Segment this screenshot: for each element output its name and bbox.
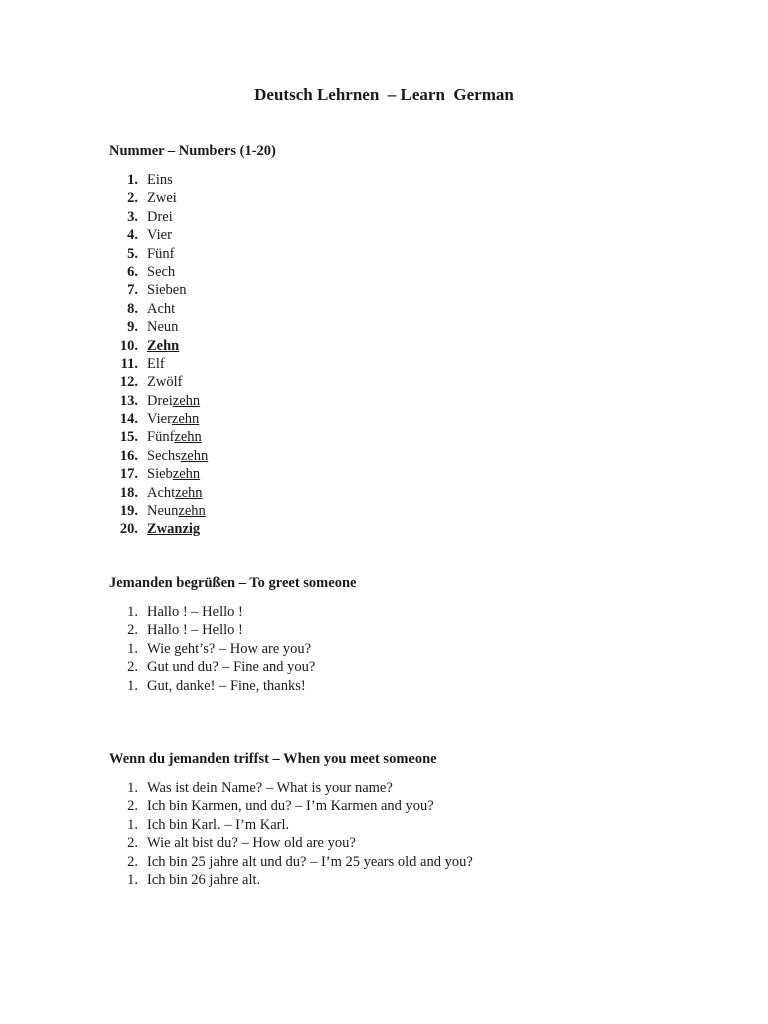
list-item-word: Sieb	[147, 466, 173, 483]
list-item	[109, 621, 315, 639]
list-item-number: 8.	[127, 300, 138, 317]
list-item	[109, 410, 208, 428]
list-item-number: 1.	[127, 604, 138, 620]
list-item-suffix: zehn	[175, 484, 203, 501]
list-item	[109, 355, 208, 373]
list-item-text: Was ist dein Name? – What is your name?	[147, 780, 393, 796]
list-item	[109, 263, 208, 281]
list-item-number: 18.	[119, 484, 138, 501]
list-item-word: Fünf	[147, 429, 175, 446]
list-item-number: 1.	[127, 816, 138, 833]
list-item	[109, 871, 473, 889]
list-item-number: 2.	[127, 835, 138, 852]
list-item-word: Neun	[147, 319, 179, 336]
list-item-text: Ich bin Karl. – I’m Karl.	[147, 816, 290, 833]
list-item-number: 16.	[119, 447, 138, 464]
list-item	[109, 226, 208, 244]
list-item-number: 13.	[119, 392, 138, 409]
list-item-number: 10.	[119, 337, 138, 354]
list-item-number: 2.	[127, 190, 138, 207]
list-item-number: 12.	[119, 374, 138, 391]
list-item-word: Vier	[147, 411, 172, 428]
list-item	[109, 834, 473, 852]
list-item-word: Acht	[147, 484, 176, 501]
list-item-text: Ich bin 26 jahre alt.	[147, 871, 261, 888]
list-item-suffix: zehn	[174, 429, 202, 446]
meet-heading: Wenn du jemanden triffst – When you meet someone	[109, 751, 437, 767]
list-item-number: 9.	[127, 319, 138, 336]
list-item	[109, 171, 208, 189]
list-item	[109, 853, 473, 871]
list-item	[109, 337, 208, 355]
list-item-text: Hallo ! – Hello !	[147, 622, 243, 639]
list-item	[109, 300, 208, 318]
list-item	[109, 392, 208, 410]
list-item-number: 20.	[119, 521, 138, 538]
list-item	[109, 447, 208, 465]
list-item-word: Drei	[147, 208, 173, 225]
list-item	[109, 502, 208, 520]
list-item-word: Acht	[147, 300, 176, 317]
list-item-number: 4.	[127, 227, 138, 244]
list-item-word: Vier	[147, 227, 172, 244]
list-item-word: Neun	[147, 503, 179, 520]
list-item-suffix: zehn	[180, 447, 209, 464]
numbers-heading: Nummer – Numbers (1-20)	[109, 143, 276, 159]
list-item	[109, 640, 315, 658]
list-item-number: 15.	[119, 429, 138, 446]
list-item-word: Eins	[147, 172, 173, 188]
list-item-number: 1.	[127, 172, 138, 188]
list-item-number: 14.	[119, 411, 138, 428]
list-item-text: Ich bin Karmen, und du? – I’m Karmen and you?	[147, 798, 434, 815]
greet-list	[109, 603, 315, 695]
list-item-word: Elf	[147, 355, 165, 372]
list-item	[109, 520, 208, 538]
list-item	[109, 189, 208, 207]
list-item-word: Zwei	[147, 190, 177, 207]
list-item-word: Sech	[147, 263, 176, 280]
list-item-word: Fünf	[147, 245, 175, 262]
list-item-number: 5.	[127, 245, 138, 262]
list-item	[109, 245, 208, 263]
list-item-number: 6.	[127, 263, 138, 280]
list-item-text: Ich bin 25 jahre alt und du? – I’m 25 years old and you?	[147, 853, 473, 870]
list-item-word: Sieben	[147, 282, 187, 299]
list-item-suffix: zehn	[172, 392, 201, 409]
list-item-word: Sechs	[147, 447, 181, 464]
list-item-number: 2.	[127, 853, 138, 870]
list-item	[109, 797, 473, 815]
list-item	[109, 677, 315, 695]
list-item-word: Zwölf	[147, 374, 183, 391]
greet-heading: Jemanden begrüßen – To greet someone	[109, 575, 357, 591]
list-item	[109, 658, 315, 676]
list-item	[109, 373, 208, 391]
list-item-suffix: zehn	[172, 466, 201, 483]
list-item-number: 2.	[127, 659, 138, 676]
list-item-number: 1.	[127, 871, 138, 888]
list-item-number: 19.	[119, 503, 138, 520]
list-item-number: 1.	[127, 640, 138, 657]
list-item-number: 1.	[127, 677, 138, 694]
list-item-number: 7.	[127, 282, 138, 299]
list-item	[109, 318, 208, 336]
list-item	[109, 428, 208, 446]
list-item-number: 2.	[127, 798, 138, 815]
list-item	[109, 465, 208, 483]
list-item-number: 17.	[119, 466, 138, 483]
list-item-number: 3.	[127, 208, 138, 225]
list-item	[109, 281, 208, 299]
list-item-text: Gut, danke! – Fine, thanks!	[147, 677, 306, 694]
list-item	[109, 208, 208, 226]
list-item-number: 1.	[127, 780, 138, 796]
list-item-text: Wie geht’s? – How are you?	[147, 640, 312, 657]
list-item-suffix: zehn	[171, 411, 200, 428]
page-title: Deutsch Lehrnen – Learn German	[254, 85, 514, 104]
list-item-suffix: zehn	[178, 503, 206, 520]
list-item-word: Zwanzig	[147, 521, 201, 538]
list-item	[109, 603, 315, 621]
list-item-text: Hallo ! – Hello !	[147, 604, 243, 620]
list-item-text: Wie alt bist du? – How old are you?	[147, 835, 356, 852]
list-item	[109, 779, 473, 797]
list-item	[109, 816, 473, 834]
list-item-text: Gut und du? – Fine and you?	[147, 659, 316, 676]
list-item-number: 11.	[120, 355, 138, 372]
list-item-word: Zehn	[147, 337, 180, 354]
list-item-number: 2.	[127, 622, 138, 639]
numbers-list	[109, 171, 208, 539]
meet-list	[109, 779, 473, 889]
list-item	[109, 484, 208, 502]
list-item-word: Drei	[147, 392, 173, 409]
